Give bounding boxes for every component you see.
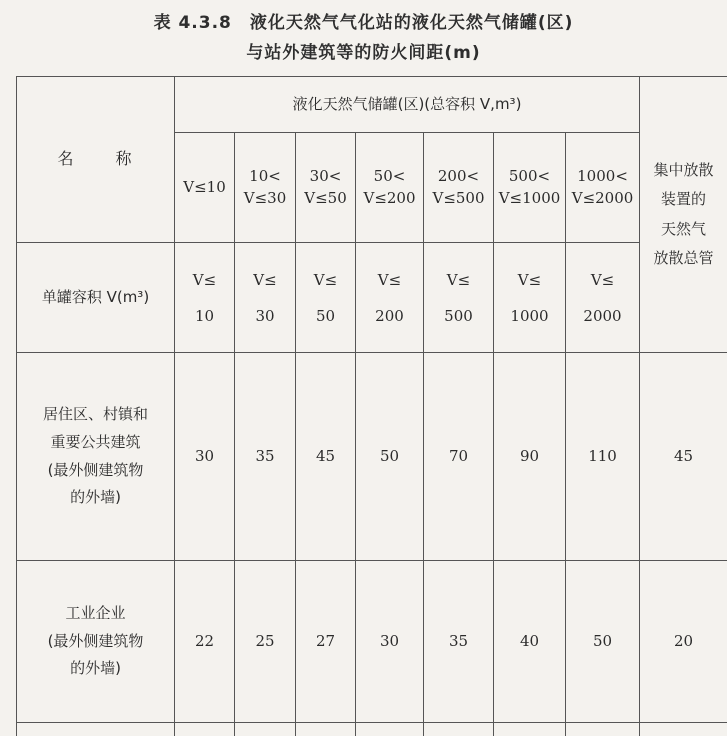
name-header-a: 名 xyxy=(57,149,75,168)
distance-cell: 70 xyxy=(424,353,494,561)
distance-cell: 90 xyxy=(494,353,566,561)
capacity-line1: V≤ xyxy=(235,262,295,298)
distance-cell: 25 xyxy=(235,561,296,723)
vent-header-line: 装置的 xyxy=(640,185,727,214)
distance-cell: 35 xyxy=(235,353,296,561)
distance-cell xyxy=(296,723,356,736)
distance-cell: 27 xyxy=(296,561,356,723)
capacity-line1: V≤ xyxy=(175,262,234,298)
volume-range-line2: V≤500 xyxy=(424,188,493,210)
distance-cell xyxy=(235,723,296,736)
capacity-line1: V≤ xyxy=(356,262,423,298)
capacity-line2: 30 xyxy=(235,298,295,334)
volume-range-cell xyxy=(235,133,296,243)
capacity-line2: 50 xyxy=(296,298,355,334)
volume-range-cell xyxy=(356,133,424,243)
group-header-cell: 液化天然气储罐(区)(总容积 V,m³) xyxy=(175,77,640,133)
capacity-cell xyxy=(424,243,494,353)
distance-cell: 22 xyxy=(175,561,235,723)
volume-range-line2: V≤50 xyxy=(296,188,355,210)
table-title-line1: 表 4.3.8 液化天然气气化站的液化天然气储罐(区) xyxy=(0,8,727,33)
distance-cell xyxy=(566,723,640,736)
volume-range-line1: V≤10 xyxy=(175,177,234,199)
distance-cell: 45 xyxy=(640,353,727,561)
volume-range-line2: V≤200 xyxy=(356,188,423,210)
capacity-cell xyxy=(296,243,356,353)
volume-range-line1: 50< xyxy=(356,166,423,188)
row-label-line: (最外侧建筑物 xyxy=(17,628,174,656)
volume-range-line2: V≤1000 xyxy=(494,188,565,210)
vent-header-cell xyxy=(640,77,727,353)
distance-cell: 30 xyxy=(356,561,424,723)
volume-range-cell xyxy=(424,133,494,243)
row-label-cell xyxy=(17,353,175,561)
capacity-line1: V≤ xyxy=(494,262,565,298)
fire-distance-table-container xyxy=(16,76,727,736)
distance-cell: 20 xyxy=(640,561,727,723)
row-label-line: (最外侧建筑物 xyxy=(17,457,174,485)
volume-range-line2: V≤2000 xyxy=(566,188,639,210)
volume-range-cell xyxy=(296,133,356,243)
distance-cell: 45 xyxy=(296,353,356,561)
distance-cell: 50 xyxy=(566,561,640,723)
capacity-row xyxy=(17,243,727,353)
distance-cell: 110 xyxy=(566,353,640,561)
row-label-line: 的外墙) xyxy=(17,655,174,683)
capacity-label-cell: 单罐容积 V(m³) xyxy=(17,243,175,353)
capacity-cell xyxy=(235,243,296,353)
distance-cell xyxy=(494,723,566,736)
volume-range-line1: 1000< xyxy=(566,166,639,188)
capacity-line2: 200 xyxy=(356,298,423,334)
distance-cell: 30 xyxy=(175,353,235,561)
row-label-line: 的外墙) xyxy=(17,484,174,512)
row-label-line: 居住区、村镇和 xyxy=(17,401,174,429)
row-label-line: 工业企业 xyxy=(17,600,174,628)
distance-cell xyxy=(640,723,727,736)
row-label-line: 重要公共建筑 xyxy=(17,429,174,457)
header-row-1 xyxy=(17,77,727,133)
capacity-line2: 1000 xyxy=(494,298,565,334)
vent-header-line: 集中放散 xyxy=(640,156,727,185)
name-header-cell xyxy=(17,77,175,243)
volume-range-line1: 10< xyxy=(235,166,295,188)
capacity-cell xyxy=(175,243,235,353)
table-row-partial xyxy=(17,723,727,736)
volume-range-line1: 30< xyxy=(296,166,355,188)
volume-range-cell xyxy=(175,133,235,243)
table-row-industrial xyxy=(17,561,727,723)
distance-cell xyxy=(356,723,424,736)
capacity-line1: V≤ xyxy=(424,262,493,298)
table-title-line2: 与站外建筑等的防火间距(m) xyxy=(0,38,727,63)
volume-range-line1: 200< xyxy=(424,166,493,188)
distance-cell: 35 xyxy=(424,561,494,723)
capacity-line2: 2000 xyxy=(566,298,639,334)
capacity-line1: V≤ xyxy=(566,262,639,298)
row-label-cell xyxy=(17,561,175,723)
fire-distance-table xyxy=(16,76,727,736)
distance-cell: 40 xyxy=(494,561,566,723)
volume-range-cell xyxy=(494,133,566,243)
capacity-line1: V≤ xyxy=(296,262,355,298)
distance-cell xyxy=(175,723,235,736)
capacity-cell xyxy=(494,243,566,353)
name-header-b: 称 xyxy=(116,149,134,168)
distance-cell: 50 xyxy=(356,353,424,561)
vent-header-line: 放散总管 xyxy=(640,244,727,273)
capacity-line2: 500 xyxy=(424,298,493,334)
volume-range-line2: V≤30 xyxy=(235,188,295,210)
row-label-cell xyxy=(17,723,175,736)
volume-range-line1: 500< xyxy=(494,166,565,188)
vent-header-line: 天然气 xyxy=(640,215,727,244)
capacity-cell xyxy=(566,243,640,353)
distance-cell xyxy=(424,723,494,736)
capacity-cell xyxy=(356,243,424,353)
table-row-residential xyxy=(17,353,727,561)
volume-range-cell xyxy=(566,133,640,243)
capacity-line2: 10 xyxy=(175,298,234,334)
